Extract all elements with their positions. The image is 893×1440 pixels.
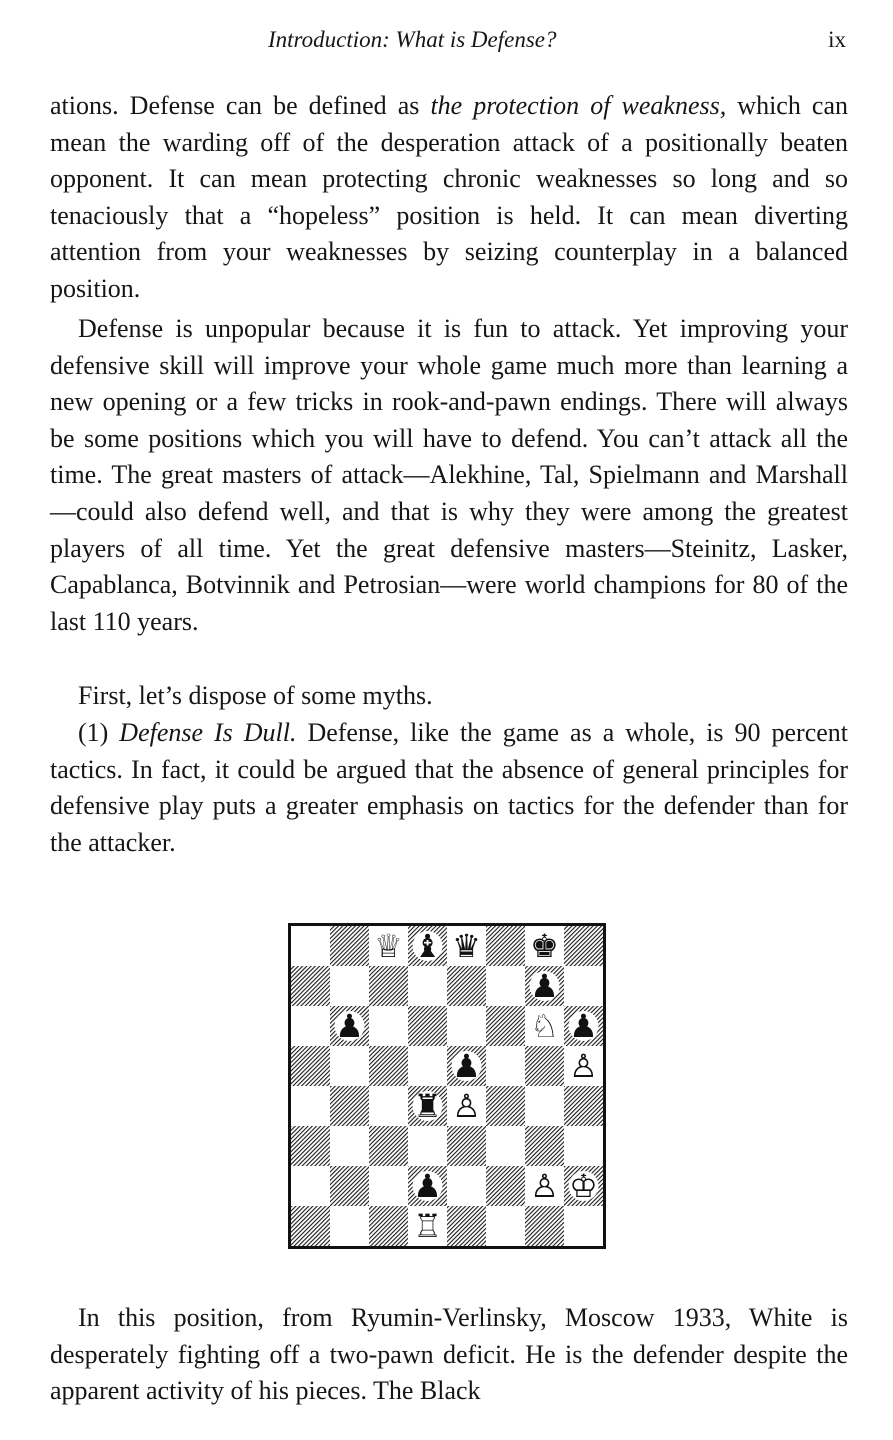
white-king-icon: ♔	[569, 1167, 598, 1205]
square-b7	[330, 966, 369, 1006]
square-b4	[330, 1086, 369, 1126]
square-a6	[291, 1006, 330, 1046]
square-h1	[564, 1206, 603, 1246]
square-c4	[369, 1086, 408, 1126]
paragraph-5: In this position, from Ryumin-Verlinsky, Moscow 1933, White is desperately fighting off a two-pawn deficit. He is the defender despite the apparent activity of his pieces. The Black	[50, 1303, 848, 1406]
square-f4	[486, 1086, 525, 1126]
square-a7	[291, 966, 330, 1006]
square-h7	[564, 966, 603, 1006]
square-b1	[330, 1206, 369, 1246]
white-knight-icon: ♘	[530, 1007, 559, 1045]
running-header	[0, 27, 893, 61]
square-f5	[486, 1046, 525, 1086]
black-queen-icon: ♛	[452, 927, 481, 965]
black-pawn-icon: ♟	[569, 1007, 598, 1045]
square-c1	[369, 1206, 408, 1246]
square-b3	[330, 1126, 369, 1166]
square-h3	[564, 1126, 603, 1166]
paragraph-1-text-b: which can mean the warding off of the desperation attack of a positionally beaten opponent. It can mean protecting chronic weaknesses so long and so tenaciously that a “hopeless” position is held. It can mean diverting attention from your weaknesses by seizing counterplay in a balanced position.	[50, 91, 848, 303]
square-a5	[291, 1046, 330, 1086]
square-e3	[447, 1126, 486, 1166]
square-a3	[291, 1126, 330, 1166]
square-c6	[369, 1006, 408, 1046]
square-f8	[486, 926, 525, 966]
square-f7	[486, 966, 525, 1006]
square-f2	[486, 1166, 525, 1206]
square-e2	[447, 1166, 486, 1206]
paragraph-3: First, let’s dispose of some myths.	[78, 681, 433, 710]
square-e7	[447, 966, 486, 1006]
square-e6	[447, 1006, 486, 1046]
paragraph-4	[50, 715, 848, 861]
square-c3	[369, 1126, 408, 1166]
square-a8	[291, 926, 330, 966]
chess-board	[291, 926, 603, 1246]
myth-title: Defense Is Dull.	[119, 718, 297, 747]
white-pawn-icon: ♙	[452, 1087, 481, 1125]
myth-number: (1)	[78, 718, 120, 747]
square-d3	[408, 1126, 447, 1166]
square-g3	[525, 1126, 564, 1166]
square-b2	[330, 1166, 369, 1206]
square-a1	[291, 1206, 330, 1246]
black-pawn-icon: ♟	[413, 1167, 442, 1205]
square-g1	[525, 1206, 564, 1246]
white-pawn-icon: ♙	[569, 1047, 598, 1085]
black-pawn-icon: ♟	[335, 1007, 364, 1045]
square-h4	[564, 1086, 603, 1126]
square-b5	[330, 1046, 369, 1086]
square-c7	[369, 966, 408, 1006]
black-pawn-icon: ♟	[530, 967, 559, 1005]
square-d6	[408, 1006, 447, 1046]
square-f6	[486, 1006, 525, 1046]
square-a4	[291, 1086, 330, 1126]
paragraph-2: Defense is unpopular because it is fun to attack. Yet improving your defensive skill will improve your whole game much more than learning a new opening or a few tricks in rook-and-pawn endings. There will always be some positions which you will have to defend. You can’t attack all the time. The great masters of attack—Alekhine, Tal, Spielmann and Marshall—could also defend well, and that is why they were among the greatest players of all time. Yet the great defensive masters—Steinitz, Lasker, Capablanca, Botvinnik and Petrosian—were world champions for 80 of the last 110 years.	[50, 314, 848, 636]
square-g5	[525, 1046, 564, 1086]
page-number: ix	[828, 27, 846, 52]
paragraph-4-text: Defense, like the game as a whole, is 90 percent tactics. In fact, it could be argued that the absence of general principles for defensive play puts a greater emphasis on tactics for the defender than for the attacker.	[50, 718, 848, 857]
white-pawn-icon: ♙	[530, 1167, 559, 1205]
square-f3	[486, 1126, 525, 1166]
black-king-icon: ♚	[530, 927, 559, 965]
white-queen-icon: ♕	[374, 927, 403, 965]
square-d5	[408, 1046, 447, 1086]
square-c2	[369, 1166, 408, 1206]
chess-diagram	[288, 923, 606, 1249]
black-bishop-icon: ♝	[413, 927, 442, 965]
white-rook-icon: ♖	[413, 1207, 442, 1245]
paragraph-1-emphasis: the protection of weakness,	[430, 91, 727, 120]
square-g4	[525, 1086, 564, 1126]
running-title: Introduction: What is Defense?	[268, 27, 557, 52]
square-b8	[330, 926, 369, 966]
square-f1	[486, 1206, 525, 1246]
square-c5	[369, 1046, 408, 1086]
paragraph-1	[50, 88, 848, 308]
paragraph-1-text-a: ations. Defense can be defined as	[50, 91, 431, 120]
black-rook-icon: ♜	[413, 1087, 442, 1125]
black-pawn-icon: ♟	[452, 1047, 481, 1085]
square-e1	[447, 1206, 486, 1246]
square-d7	[408, 966, 447, 1006]
square-a2	[291, 1166, 330, 1206]
square-h8	[564, 926, 603, 966]
